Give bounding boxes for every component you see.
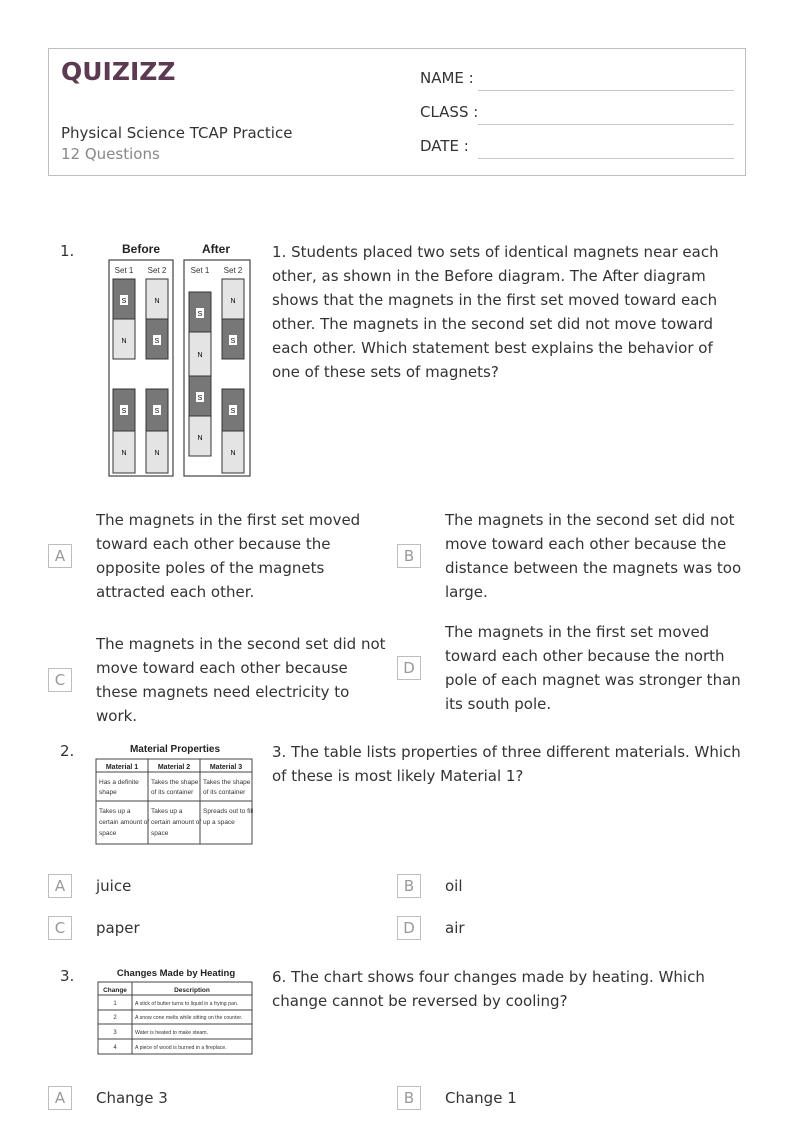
svg-text:A stick of butter turns to liq: A stick of butter turns to liquid in a frying pan. (135, 1001, 239, 1007)
before-set2-label: Set 2 (147, 266, 167, 275)
svg-text:1: 1 (113, 1001, 117, 1007)
answer-letter: C (48, 916, 72, 940)
svg-text:N: N (121, 338, 127, 345)
answer-text: paper (96, 919, 140, 937)
answer-letter: C (48, 668, 72, 692)
answer-option-a[interactable] (48, 874, 131, 898)
class-label: CLASS : (420, 103, 479, 121)
date-field[interactable] (420, 137, 734, 159)
svg-text:S: S (197, 311, 203, 318)
answer-option-b[interactable] (397, 1086, 517, 1110)
class-field[interactable] (420, 103, 734, 125)
svg-text:N: N (230, 298, 236, 305)
magnets-diagram (106, 240, 254, 480)
question-number: 1. (60, 242, 75, 260)
svg-text:2: 2 (113, 1015, 117, 1021)
svg-text:Takes up a: Takes up a (151, 808, 183, 815)
svg-text:space: space (151, 830, 169, 837)
svg-text:Takes the shape: Takes the shape (151, 779, 199, 786)
answer-option-b[interactable] (397, 508, 742, 604)
svg-text:S: S (121, 408, 127, 415)
svg-text:N: N (121, 450, 127, 457)
answer-text: The magnets in the second set did not move toward each other because these magnets need electricity to work. (96, 635, 386, 725)
svg-text:Has a definite: Has a definite (99, 779, 139, 786)
svg-text:Spreads out to fill: Spreads out to fill (203, 808, 254, 815)
svg-text:of its container: of its container (151, 789, 194, 796)
svg-text:of its container: of its container (203, 789, 246, 796)
svg-text:shape: shape (99, 789, 117, 796)
svg-text:Takes the shape: Takes the shape (203, 779, 251, 786)
svg-text:QUIZIZZ: QUIZIZZ (61, 57, 176, 86)
svg-text:S: S (230, 338, 236, 345)
svg-text:S: S (154, 408, 160, 415)
svg-text:S: S (121, 298, 127, 305)
answer-text: The magnets in the first set moved toward each other because the north pole of each magnet was stronger than its south pole. (445, 623, 741, 713)
svg-text:4: 4 (113, 1045, 117, 1051)
worksheet-title: Physical Science TCAP Practice (61, 124, 293, 142)
svg-text:Material 1: Material 1 (105, 764, 139, 771)
answer-text: Change 3 (96, 1089, 168, 1107)
svg-text:up a space: up a space (203, 819, 235, 826)
answer-text: juice (96, 877, 132, 895)
svg-text:N: N (154, 298, 160, 305)
svg-text:S: S (230, 408, 236, 415)
question-number: 3. (60, 967, 75, 985)
question-text: 1. Students placed two sets of identical magnets near each other, as shown in the Before diagram. The After diagram shows that the magnets in the first set moved toward each other. The magnets in the second set did not move toward each other. Which statement best explains the behavior of one of these sets of magnets? (272, 243, 719, 381)
answer-text: air (445, 919, 465, 937)
changes-by-heating-table (96, 965, 256, 1057)
svg-text:N: N (154, 450, 160, 457)
after-label: After (201, 242, 231, 256)
name-label: NAME : (420, 69, 474, 87)
table-title: Material Properties (129, 744, 221, 755)
answer-letter: D (397, 916, 421, 940)
answer-letter: D (397, 656, 421, 680)
svg-text:certain amount of: certain amount of (99, 819, 150, 826)
answer-text: oil (445, 877, 463, 895)
answer-letter: A (48, 1086, 72, 1110)
worksheet-header (48, 48, 746, 176)
answer-option-a[interactable] (48, 508, 394, 604)
svg-text:Material 2: Material 2 (157, 764, 191, 771)
material-properties-table (95, 740, 255, 846)
svg-text:certain amount of: certain amount of (151, 819, 202, 826)
answer-option-d[interactable] (397, 620, 742, 716)
name-line[interactable] (478, 90, 734, 91)
answer-option-b[interactable] (397, 874, 463, 898)
question-text: 3. The table lists properties of three different materials. Which of these is most likely Material 1? (272, 743, 741, 785)
svg-text:Takes up a: Takes up a (99, 808, 131, 815)
svg-text:Description: Description (174, 987, 210, 994)
question-count: 12 Questions (61, 145, 160, 163)
answer-text: The magnets in the second set did not move toward each other because the distance between the magnets was too large. (445, 511, 742, 601)
svg-text:Change: Change (103, 987, 127, 994)
name-field[interactable] (420, 69, 734, 91)
date-label: DATE : (420, 137, 469, 155)
date-line[interactable] (478, 158, 734, 159)
after-set1-label: Set 1 (190, 266, 210, 275)
svg-text:N: N (230, 450, 236, 457)
class-line[interactable] (478, 124, 734, 125)
svg-text:3: 3 (113, 1030, 117, 1036)
svg-text:A piece of wood is burned in a: A piece of wood is burned in a fireplace. (135, 1045, 227, 1051)
svg-text:A snow cone melts while sittin: A snow cone melts while sitting on the counter. (135, 1015, 243, 1021)
answer-letter: B (397, 874, 421, 898)
answer-option-a[interactable] (48, 1086, 168, 1110)
svg-text:Water is heated to make steam.: Water is heated to make steam. (135, 1030, 209, 1036)
before-label: Before (121, 242, 161, 256)
question-text: 6. The chart shows four changes made by heating. Which change cannot be reversed by cooling? (272, 968, 705, 1010)
svg-text:N: N (197, 352, 203, 359)
answer-option-c[interactable] (48, 632, 394, 728)
answer-letter: A (48, 874, 72, 898)
after-set2-label: Set 2 (223, 266, 243, 275)
svg-text:S: S (154, 338, 160, 345)
answer-letter: B (397, 1086, 421, 1110)
table-title: Changes Made by Heating (116, 968, 236, 979)
svg-text:N: N (197, 435, 203, 442)
before-set1-label: Set 1 (114, 266, 134, 275)
answer-text: The magnets in the first set moved toward each other because the opposite poles of the magnets attracted each other. (96, 511, 361, 601)
answer-letter: B (397, 544, 421, 568)
answer-option-c[interactable] (48, 916, 140, 940)
svg-text:space: space (99, 830, 117, 837)
answer-letter: A (48, 544, 72, 568)
answer-text: Change 1 (445, 1089, 517, 1107)
answer-option-d[interactable] (397, 916, 465, 940)
svg-text:S: S (197, 395, 203, 402)
quizizz-logo (61, 57, 176, 87)
question-number: 2. (60, 742, 75, 760)
svg-text:Material 3: Material 3 (209, 764, 243, 771)
